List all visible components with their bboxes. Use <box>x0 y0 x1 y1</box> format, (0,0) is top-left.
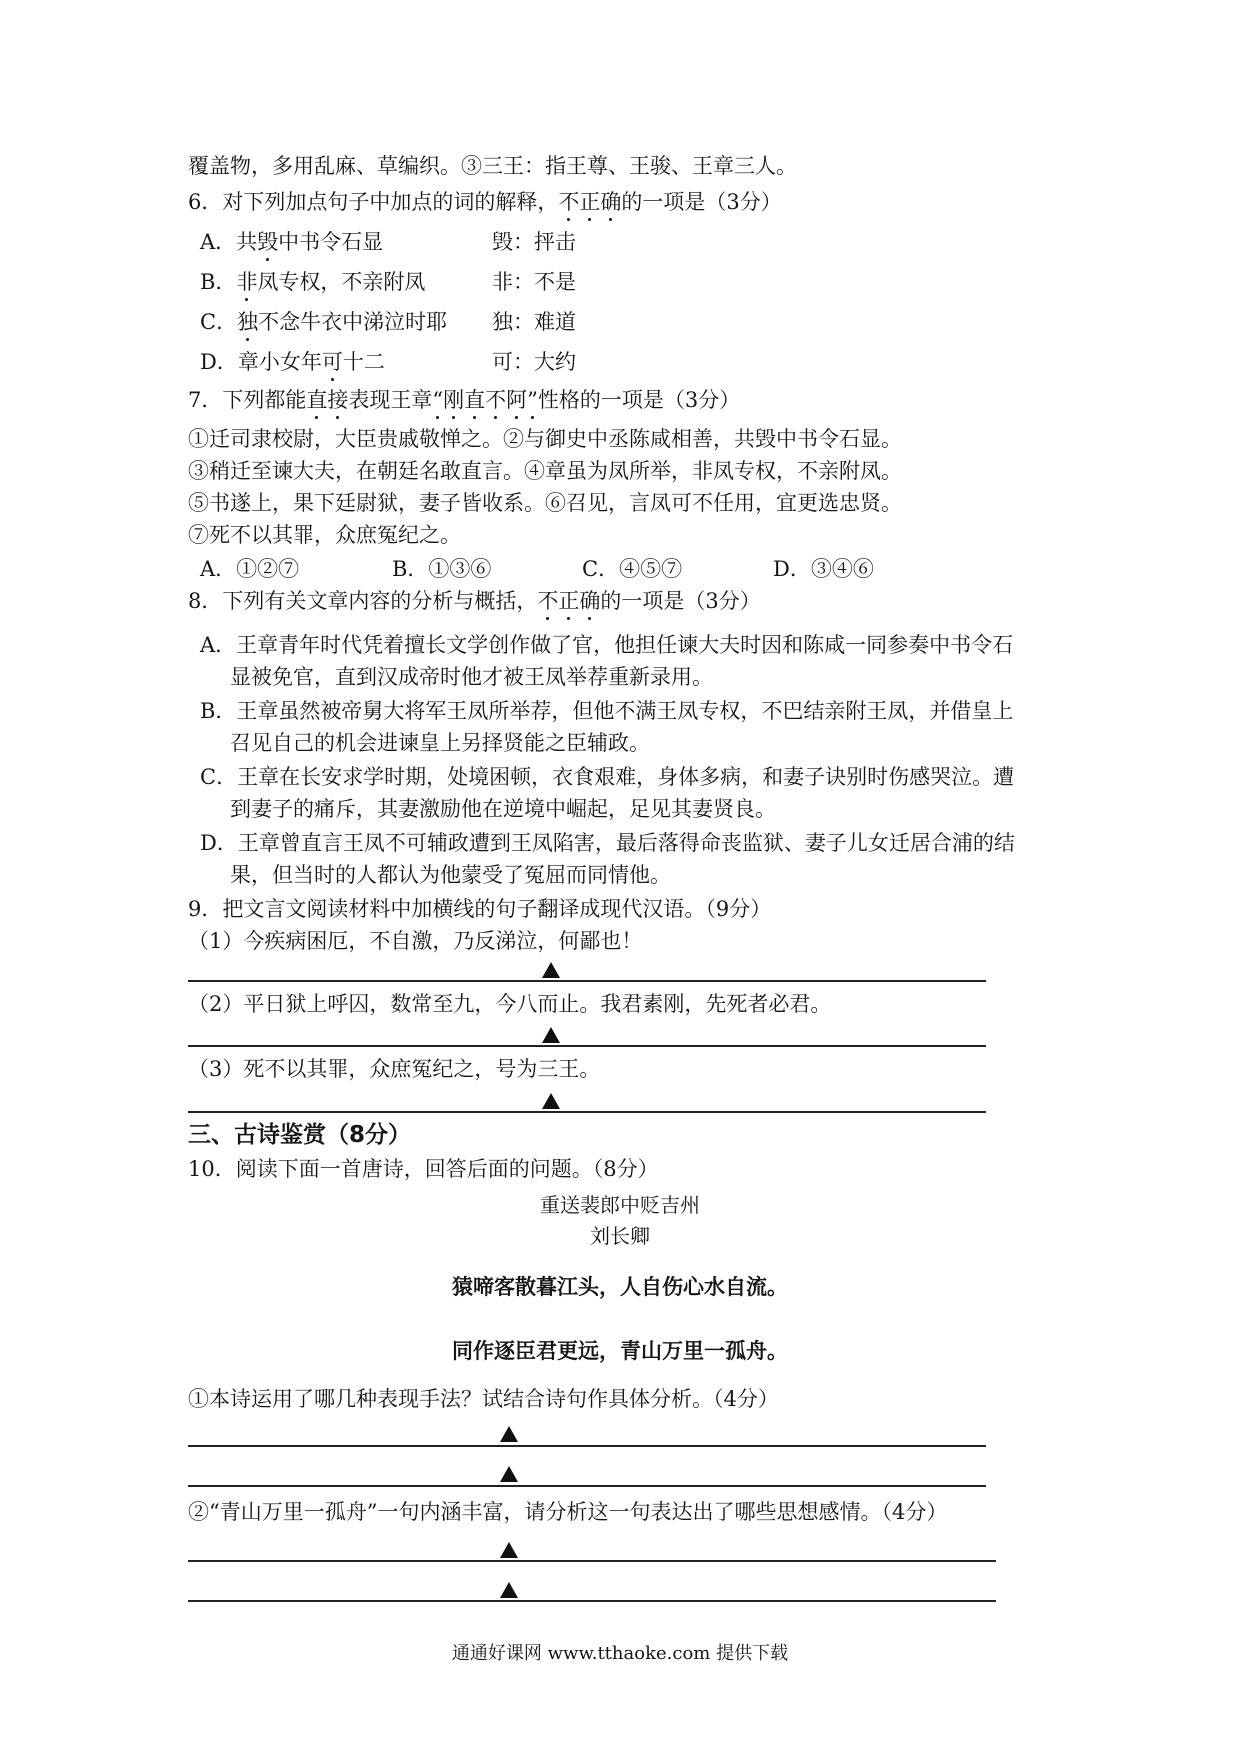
q8-option-d-line1: D．王章曾直言王凤不可辅政遭到王凤陷害，最后落得命丧监狱、妻子儿女迁居合浦的结 <box>200 831 1015 855</box>
answer-line <box>188 1111 986 1113</box>
answer-line <box>188 1445 986 1447</box>
answer-line <box>188 1600 996 1602</box>
q6-option-a-explanation: 毁：抨击 <box>492 230 576 254</box>
answer-marker-icon <box>500 1426 518 1442</box>
q6-option-d: D．章小女年可十二 <box>200 350 385 374</box>
q6-option-b: B．非凤专权，不亲附凤 <box>200 270 426 294</box>
answer-marker-icon <box>542 1093 560 1109</box>
answer-marker-icon <box>542 1027 560 1043</box>
q9-sentence-1: （1）今疾病困厄，不自激，乃反涕泣，何鄙也！ <box>188 929 643 953</box>
q6-option-a: A．共毁中书令石显 <box>200 230 384 254</box>
answer-line <box>188 980 986 982</box>
question-6-stem: 6．对下列加点句子中加点的词的解释，不正确的一项是（3分） <box>188 190 782 214</box>
poem-author: 刘长卿 <box>590 1224 650 1248</box>
q8-option-d-line2: 果，但当时的人都认为他蒙受了冤屈而同情他。 <box>230 863 671 887</box>
answer-marker-icon <box>500 1542 518 1558</box>
poem-title: 重送裴郎中贬吉州 <box>540 1193 700 1217</box>
q8-option-c-line2: 到妻子的痛斥，其妻激励他在逆境中崛起，足见其妻贤良。 <box>230 797 776 821</box>
q10-subquestion-1: ①本诗运用了哪几种表现手法？试结合诗句作具体分析。（4分） <box>188 1387 779 1411</box>
q9-sentence-3: （3）死不以其罪，众庶冤纪之，号为三王。 <box>188 1057 601 1081</box>
q7-statement-line: ③稍迁至谏大夫，在朝廷名敢直言。④章虽为凤所举，非凤专权，不亲附凤。 <box>188 459 902 483</box>
q8-option-b-line1: B．王章虽然被帝舅大将军王凤所举荐，但他不满王凤专权，不巴结亲附王凤，并借皇上 <box>200 699 1014 723</box>
q7-statement-line: ⑦死不以其罪，众庶冤纪之。 <box>188 523 461 547</box>
answer-line <box>188 1560 996 1562</box>
q8-option-a-line2: 显被免官，直到汉成帝时他才被王凤举荐重新录用。 <box>230 665 713 689</box>
answer-marker-icon <box>500 1582 518 1598</box>
poem-line-2: 同作逐臣君更远，青山万里一孤舟。 <box>452 1339 788 1363</box>
q9-sentence-2: （2）平日狱上呼囚，数常至九，今八而止。我君素刚，先死者必君。 <box>188 992 832 1016</box>
question-10-stem: 10．阅读下面一首唐诗，回答后面的问题。（8分） <box>188 1157 659 1181</box>
q6-option-c-explanation: 独：难道 <box>492 310 576 334</box>
answer-marker-icon <box>500 1466 518 1482</box>
question-8-stem: 8．下列有关文章内容的分析与概括，不正确的一项是（3分） <box>188 589 761 613</box>
q7-statement-line: ⑤书遂上，果下廷尉狱，妻子皆收系。⑥召见，言凤可不任用，宜更选忠贤。 <box>188 491 902 515</box>
q8-option-a-line1: A．王章青年时代凭着擅长文学创作做了官，他担任谏大夫时因和陈咸一同参奏中书令石 <box>200 633 1014 657</box>
q8-option-c-line1: C．王章在长安求学时期，处境困顿，衣食艰难，身体多病，和妻子诀别时伤感哭泣。遭 <box>200 765 1015 789</box>
annotation-note: 覆盖物，多用乱麻、草编织。③三王：指王尊、王骏、王章三人。 <box>188 154 797 178</box>
q7-statement-line: ①迁司隶校尉，大臣贵戚敬惮之。②与御史中丞陈咸相善，共毁中书令石显。 <box>188 427 902 451</box>
question-7-stem: 7．下列都能直接表现王章“刚直不阿”性格的一项是（3分） <box>188 388 741 412</box>
q6-option-d-explanation: 可：大约 <box>492 350 576 374</box>
q7-choice-b: B．①③⑥ <box>392 557 492 581</box>
answer-marker-icon <box>542 962 560 978</box>
section-3-heading: 三、古诗鉴赏（8分） <box>188 1122 412 1148</box>
q8-option-b-line2: 召见自己的机会进谏皇上另择贤能之臣辅政。 <box>230 731 650 755</box>
page-footer: 通通好课网 www.tthaoke.com 提供下载 <box>451 1643 789 1664</box>
q7-choice-a: A．①②⑦ <box>200 557 300 581</box>
poem-line-1: 猿啼客散暮江头，人自伤心水自流。 <box>452 1275 788 1299</box>
q6-option-b-explanation: 非：不是 <box>492 270 576 294</box>
answer-line <box>188 1485 986 1487</box>
answer-line <box>188 1045 986 1047</box>
q6-option-c: C．独不念牛衣中涕泣时耶 <box>200 310 448 334</box>
q7-choice-d: D．③④⑥ <box>773 557 874 581</box>
q7-choice-c: C．④⑤⑦ <box>582 557 683 581</box>
question-9-stem: 9．把文言文阅读材料中加横线的句子翻译成现代汉语。（9分） <box>188 897 772 921</box>
q10-subquestion-2: ②“青山万里一孤舟”一句内涵丰富，请分析这一句表达出了哪些思想感情。（4分） <box>188 1500 948 1524</box>
